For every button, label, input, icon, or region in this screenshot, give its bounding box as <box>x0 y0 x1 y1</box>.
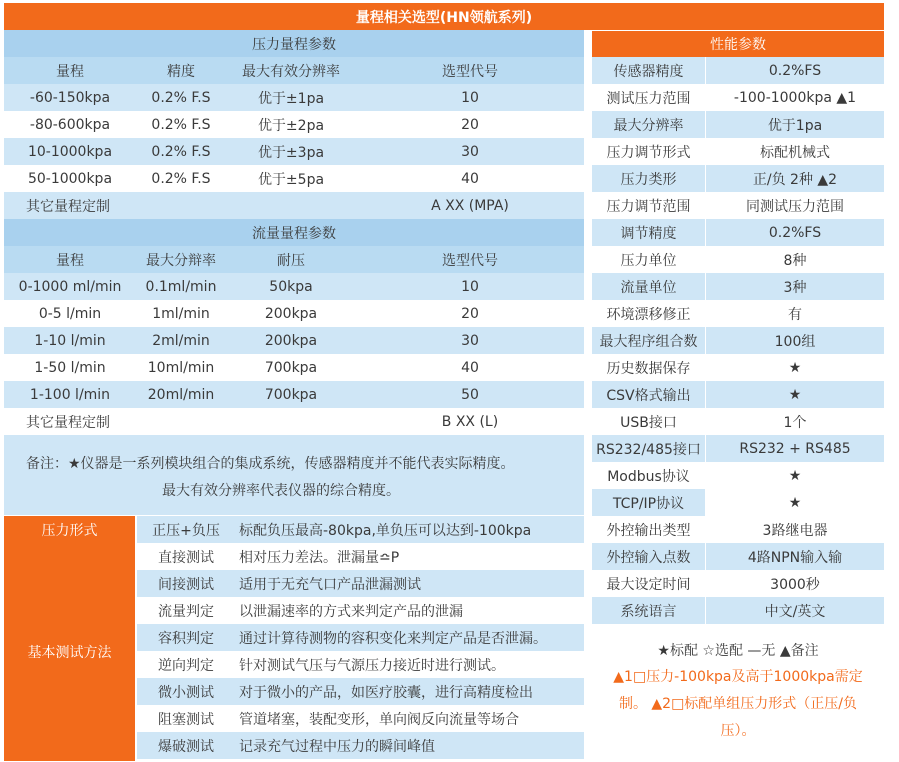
performance-param-name: 外控输出类型 <box>592 516 705 543</box>
flow_section-table-cell: 700kpa <box>264 359 318 376</box>
flow_section-table-cell: 10ml/min <box>147 359 215 376</box>
method-name: 微小测试 <box>158 684 214 701</box>
flow_section-table-cell: 20 <box>461 305 479 322</box>
method-name: 间接测试 <box>158 576 214 593</box>
flow_section-table-cell: 200kpa <box>264 332 318 349</box>
pressure_section-custom-code: A XX (MPA) <box>431 197 509 214</box>
method-name: 容积判定 <box>158 630 214 647</box>
flow_section-table-cell: 30 <box>461 332 479 349</box>
flow_section-table-cell: 50kpa <box>269 278 313 295</box>
pressure_section-table-cell: 10 <box>461 89 479 106</box>
performance-param-value: 正/负 2种 ▲2 <box>706 165 884 192</box>
method-description: 相对压力差法。泄漏量≏P <box>239 549 400 566</box>
performance-param-value: 同测试压力范围 <box>706 192 884 219</box>
flow_section-table-cell: 1-50 l/min <box>34 359 106 376</box>
performance-param-value: 0.2%FS <box>706 57 884 84</box>
method-description: 通过计算待测物的容积变化来判定产品是否泄漏。 <box>239 630 547 647</box>
test-methods-label: 基本测试方法 <box>4 543 135 761</box>
flow_section-table-cell: 2ml/min <box>152 332 210 349</box>
flow_section-table-cell: 1ml/min <box>152 305 210 322</box>
pressure_section-table-cell: 50-1000kpa <box>27 170 113 187</box>
method-name: 爆破测试 <box>158 738 214 755</box>
performance-param-value: 100组 <box>706 327 884 354</box>
performance-param-value: 3种 <box>706 273 884 300</box>
performance-param-value: ★ <box>706 462 884 489</box>
pressure_section-custom-label: 其它量程定制 <box>26 198 110 215</box>
flow_section-table-cell: 50 <box>461 386 479 403</box>
flow_section-column-header: 耐压 <box>277 252 305 269</box>
pressure_section-table-cell: 0.2% F.S <box>151 116 211 133</box>
flow_section-table-cell: 1-10 l/min <box>34 332 106 349</box>
performance-param-value: 3路继电器 <box>706 516 884 543</box>
flow_section-table-cell: 200kpa <box>264 305 318 322</box>
method-name: 阻塞测试 <box>158 711 214 728</box>
performance-param-name: USB接口 <box>592 408 705 435</box>
flow_section-table-cell: 20ml/min <box>147 386 215 403</box>
performance-param-name: 流量单位 <box>592 273 705 300</box>
flow_section-column-header: 最大分辩率 <box>146 252 216 269</box>
performance-param-name: 环境漂移修正 <box>592 300 705 327</box>
flow_section-header: 流量量程参数 <box>4 219 584 246</box>
pressure_section-column-header: 选型代号 <box>442 63 498 80</box>
flow_section-column-header: 量程 <box>56 252 84 269</box>
pressure_section-table-cell: 0.2% F.S <box>151 143 211 160</box>
performance-param-name: 最大程序组合数 <box>592 327 705 354</box>
performance-param-value: -100-1000kpa ▲1 <box>706 84 884 111</box>
performance-param-name: 系统语言 <box>592 597 705 624</box>
note-line-2: 最大有效分辨率代表仪器的综合精度。 <box>162 483 400 499</box>
performance-param-value: 优于1pa <box>706 111 884 138</box>
page-title: 量程相关选型(HN领航系列) <box>4 3 884 30</box>
flow_section-table-cell: 0.1ml/min <box>145 278 217 295</box>
performance-param-name: 调节精度 <box>592 219 705 246</box>
note-line-1: 备注：★仪器是一系列模块组合的集成系统，传感器精度并不能代表实际精度。 <box>26 456 515 472</box>
pressure_section-column-header: 最大有效分辨率 <box>242 63 340 80</box>
pressure_section-table-cell: 优于±5pa <box>257 171 325 188</box>
pressure_section-column-header: 精度 <box>167 63 195 80</box>
performance-param-value: 标配机械式 <box>706 138 884 165</box>
method-description: 管道堵塞，装配变形，单向阀反向流量等场合 <box>239 711 519 728</box>
pressure-form-label: 压力形式 <box>4 516 135 543</box>
performance-param-value: 4路NPN输入输 <box>706 543 884 570</box>
pressure_section-table-cell: 0.2% F.S <box>151 89 211 106</box>
legend-note-1: ▲1□压力-100kpa及高于1000kpa需定 <box>613 669 863 685</box>
performance-header: 性能参数 <box>592 31 884 57</box>
pressure_section-table-cell: -80-600kpa <box>29 116 111 133</box>
performance-param-name: 压力单位 <box>592 246 705 273</box>
performance-param-name: 压力类形 <box>592 165 705 192</box>
performance-param-name: 外控输入点数 <box>592 543 705 570</box>
pressure_section-header: 压力量程参数 <box>4 30 584 57</box>
performance-param-value: ★ <box>706 354 884 381</box>
pressure_section-table-cell: 优于±1pa <box>257 90 325 107</box>
performance-param-value: RS232 + RS485 <box>706 435 884 462</box>
performance-param-value: 8种 <box>706 246 884 273</box>
method-description: 标配负压最高-80kpa,单负压可以达到-100kpa <box>239 522 532 539</box>
method-description: 以泄漏速率的方式来判定产品的泄漏 <box>239 603 463 620</box>
performance-param-name: 压力调节范围 <box>592 192 705 219</box>
performance-param-name: 最大设定时间 <box>592 570 705 597</box>
flow_section-table-cell: 10 <box>461 278 479 295</box>
pressure_section-table-cell: 40 <box>461 170 479 187</box>
pressure_section-table-cell: 0.2% F.S <box>151 170 211 187</box>
performance-param-name: 历史数据保存 <box>592 354 705 381</box>
flow_section-table-cell: 700kpa <box>264 386 318 403</box>
flow_section-custom-label: 其它量程定制 <box>26 414 110 431</box>
pressure_section-table-cell: 优于±2pa <box>257 117 325 134</box>
method-name: 直接测试 <box>158 549 214 566</box>
pressure_section-column-header: 量程 <box>56 63 84 80</box>
pressure_section-table-cell: 30 <box>461 143 479 160</box>
flow_section-custom-code: B XX (L) <box>441 413 499 430</box>
note-box <box>4 435 584 515</box>
method-name: 逆向判定 <box>158 657 214 674</box>
method-description: 对于微小的产品，如医疗胶囊，进行高精度检出 <box>239 684 533 701</box>
performance-param-name: 传感器精度 <box>592 57 705 84</box>
flow_section-table-cell: 1-100 l/min <box>29 386 111 403</box>
performance-param-name: 最大分辨率 <box>592 111 705 138</box>
method-name: 正压+负压 <box>152 522 220 539</box>
performance-param-name: 测试压力范围 <box>592 84 705 111</box>
legend-note-2: 制。 ▲2□标配单组压力形式（正压/负 <box>618 696 858 712</box>
pressure_section-table-cell: 10-1000kpa <box>27 143 113 160</box>
performance-param-name: TCP/IP协议 <box>592 489 705 516</box>
performance-param-value: 中文/英文 <box>706 597 884 624</box>
legend-symbols: ★标配 ☆选配 —无 ▲备注 <box>657 643 819 659</box>
flow_section-table-cell: 0-1000 ml/min <box>18 278 122 295</box>
method-description: 适用于无充气口产品泄漏测试 <box>239 576 421 593</box>
flow_section-table-cell: 0-5 l/min <box>38 305 102 322</box>
performance-param-value: 0.2%FS <box>706 219 884 246</box>
performance-param-name: RS232/485接口 <box>592 435 705 462</box>
method-description: 记录充气过程中压力的瞬间峰值 <box>239 738 435 755</box>
method-description: 针对测试气压与气源压力接近时进行测试。 <box>239 657 505 674</box>
performance-param-value: 1个 <box>706 408 884 435</box>
performance-param-value: 有 <box>706 300 884 327</box>
performance-param-name: 压力调节形式 <box>592 138 705 165</box>
performance-param-value: ★ <box>706 381 884 408</box>
flow_section-column-header: 选型代号 <box>442 252 498 269</box>
performance-param-value: 3000秒 <box>706 570 884 597</box>
pressure_section-table-cell: 20 <box>461 116 479 133</box>
performance-param-name: Modbus协议 <box>592 462 705 489</box>
pressure_section-table-cell: 优于±3pa <box>257 144 325 161</box>
performance-param-name: CSV格式输出 <box>592 381 705 408</box>
legend-note-3: 压）。 <box>720 723 756 739</box>
flow_section-table-cell: 40 <box>461 359 479 376</box>
method-name: 流量判定 <box>158 603 214 620</box>
performance-param-value: ★ <box>706 489 884 516</box>
pressure_section-table-cell: -60-150kpa <box>29 89 111 106</box>
